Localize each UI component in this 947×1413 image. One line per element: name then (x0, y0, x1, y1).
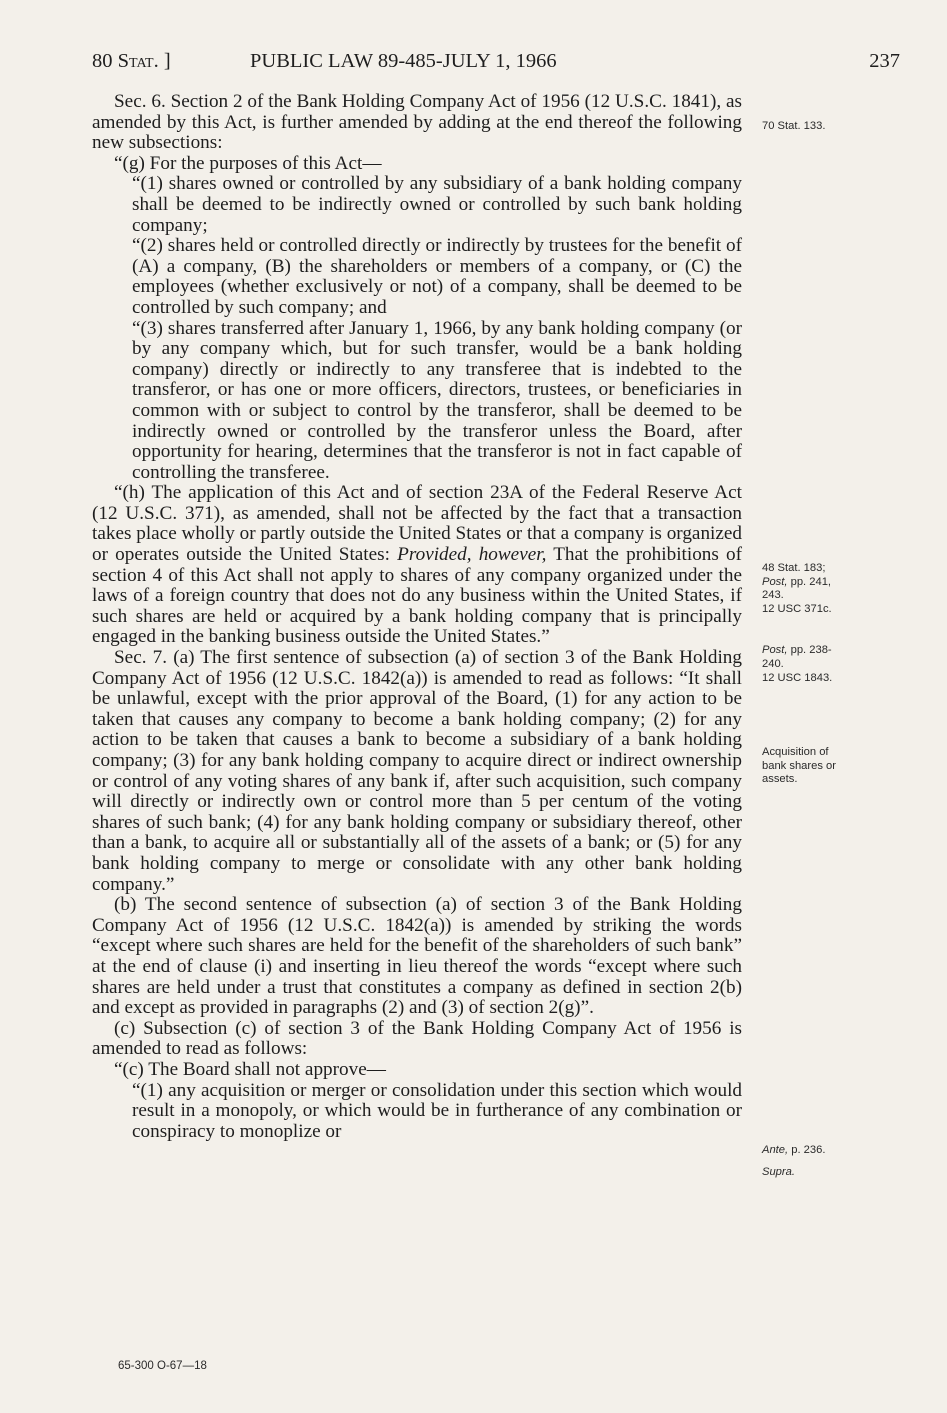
subsection-c-1: “(1) any acquisition or merger or consolidation under this section which would result in a monopoly, or which would be in furtherance of any combination or conspiracy to monoplize or (132, 1079, 742, 1142)
margin-note-line: 48 Stat. 183; (762, 562, 826, 574)
margin-note-text: 70 Stat. 133. (762, 120, 826, 132)
subsection-g-1: “(1) shares owned or controlled by any subsidiary of a bank holding company shall be deemed to be indirectly owned or controlled by such bank holding company; (132, 173, 742, 236)
proviso-phrase: Provided, however, (397, 544, 547, 566)
margin-note-48-stat (762, 562, 882, 603)
margin-note-line: assets. (762, 773, 798, 785)
margin-note-post-238 (762, 644, 882, 671)
margin-note-line: bank shares or (762, 759, 837, 772)
print-code-footer: 65-300 O-67—18 (118, 1360, 207, 1372)
margin-note-acquisition (762, 746, 882, 787)
margin-note-italic: Supra. (762, 1166, 795, 1178)
margin-note-12-usc-1843 (762, 672, 882, 686)
margin-note-12-usc-371c (762, 603, 882, 617)
margin-note-text: pp. 238- (787, 644, 832, 656)
subsection-g-2: “(2) shares held or controlled directly or indirectly by trustees for the benefit of (A) a company, (B) the shareholders or members of a company, or (C) the employees (whether exclusively or not) of a company, shall be deemed to be controlled by such company; and (132, 235, 742, 318)
margin-note-supra (762, 1166, 882, 1180)
margin-note-line: 243. (762, 589, 784, 601)
margin-note-text: pp. 241, (787, 575, 832, 588)
section-7-c: (c) Subsection (c) of section 3 of the Bank Holding Company Act of 1956 is amended to read as follows: (92, 1017, 742, 1060)
section-7-a: Sec. 7. (a) The first sentence of subsection (a) of section 3 of the Bank Holding Company Act of 1956 (12 U.S.C. 1842(a)) is amended to read as follows: “It shall be unlawful, except with the prior approval of the Board, (1) for any action to be taken that causes any company to become a bank holding company; (2) for any action to be taken that causes a bank to become a subsidiary of a bank holding company; (3) for any bank holding company to acquire direct or indirect ownership or control of any voting shares of any bank if, after such acquisition, such company will directly or indirectly own or control more than 5 per centum of the voting shares of such bank; (4) for any bank holding company or subsidiary thereof, other than a bank, to acquire all or substantially all of the assets of a bank; or (5) for any bank holding company to merge or consolidate with any other bank holding company.” (92, 647, 742, 895)
margin-note-text: 12 USC 1843. (762, 672, 833, 684)
margin-note-70-stat (762, 120, 882, 134)
margin-note-italic: Post, (762, 644, 788, 656)
margin-note-line (762, 644, 882, 658)
subsection-h-text-b: That the prohibitions of section 4 of this Act shall not apply to shares of any company organized under the laws of a foreign country that does not do any business within the United States, if such shares are held or acquired by a bank holding company that is principally engaged in the banking business outside the United States.” (92, 544, 742, 648)
margin-note-line: 240. (762, 657, 784, 670)
header-volume: 80 Stat. ] (92, 50, 171, 72)
margin-note-text: 12 USC 371c. (762, 603, 832, 615)
page-header (92, 50, 900, 80)
margin-note-text: p. 236. (788, 1144, 826, 1156)
section-7-b: (b) The second sentence of subsection (a) of section 3 of the Bank Holding Company Act of 1956 (12 U.S.C. 1842(a)) is amended by striking the words “except where such shares are held for the benefit of the shareholders of such bank” at the end of clause (i) and inserting in lieu thereof the words “except where such shares are held under a trust that constitutes a company as defined in section 2(b) and except as provided in paragraphs (2) and (3) of section 2(g)”. (92, 894, 742, 1019)
margin-note-ante (762, 1144, 882, 1158)
page-number: 237 (869, 50, 900, 72)
subsection-g-heading: “(g) For the purposes of this Act— (114, 152, 382, 174)
margin-note-italic: Post, (762, 575, 788, 588)
header-title: PUBLIC LAW 89-485-JULY 1, 1966 (250, 50, 557, 72)
margin-note-line (762, 576, 882, 590)
section-6-intro: Sec. 6. Section 2 of the Bank Holding Company Act of 1956 (12 U.S.C. 1841), as amended by this Act, is further amended by adding at the end thereof the following new subsections: (92, 91, 742, 154)
margin-note-italic: Ante, (762, 1144, 789, 1156)
body-text (92, 92, 742, 1142)
subsection-g-3: “(3) shares transferred after January 1, 1966, by any bank holding company (or by any company which, but for such transfer, would be a bank holding company) directly or indirectly to any transferee that is indebted to the transferor, or has one or more officers, directors, trustees, or beneficiaries in common with or subject to control by the transferor, shall be deemed to be indirectly owned or controlled by the transferor unless the Board, after opportunity for hearing, determines that the transferor is not in fact capable of controlling the transferee. (132, 317, 742, 483)
subsection-h-text-a: “(h) The application of this Act and of section 23A of the Federal Reserve Act (12 U.S.C. 371), as amended, shall not be affected by the fact that a transaction takes place wholly or partly outside the United States or that a company is organized or operates outside the United States: (92, 482, 742, 566)
margin-note-line: Acquisition of (762, 746, 829, 758)
subsection-c-heading: “(c) The Board shall not approve— (114, 1058, 386, 1080)
subsection-h (92, 483, 742, 648)
